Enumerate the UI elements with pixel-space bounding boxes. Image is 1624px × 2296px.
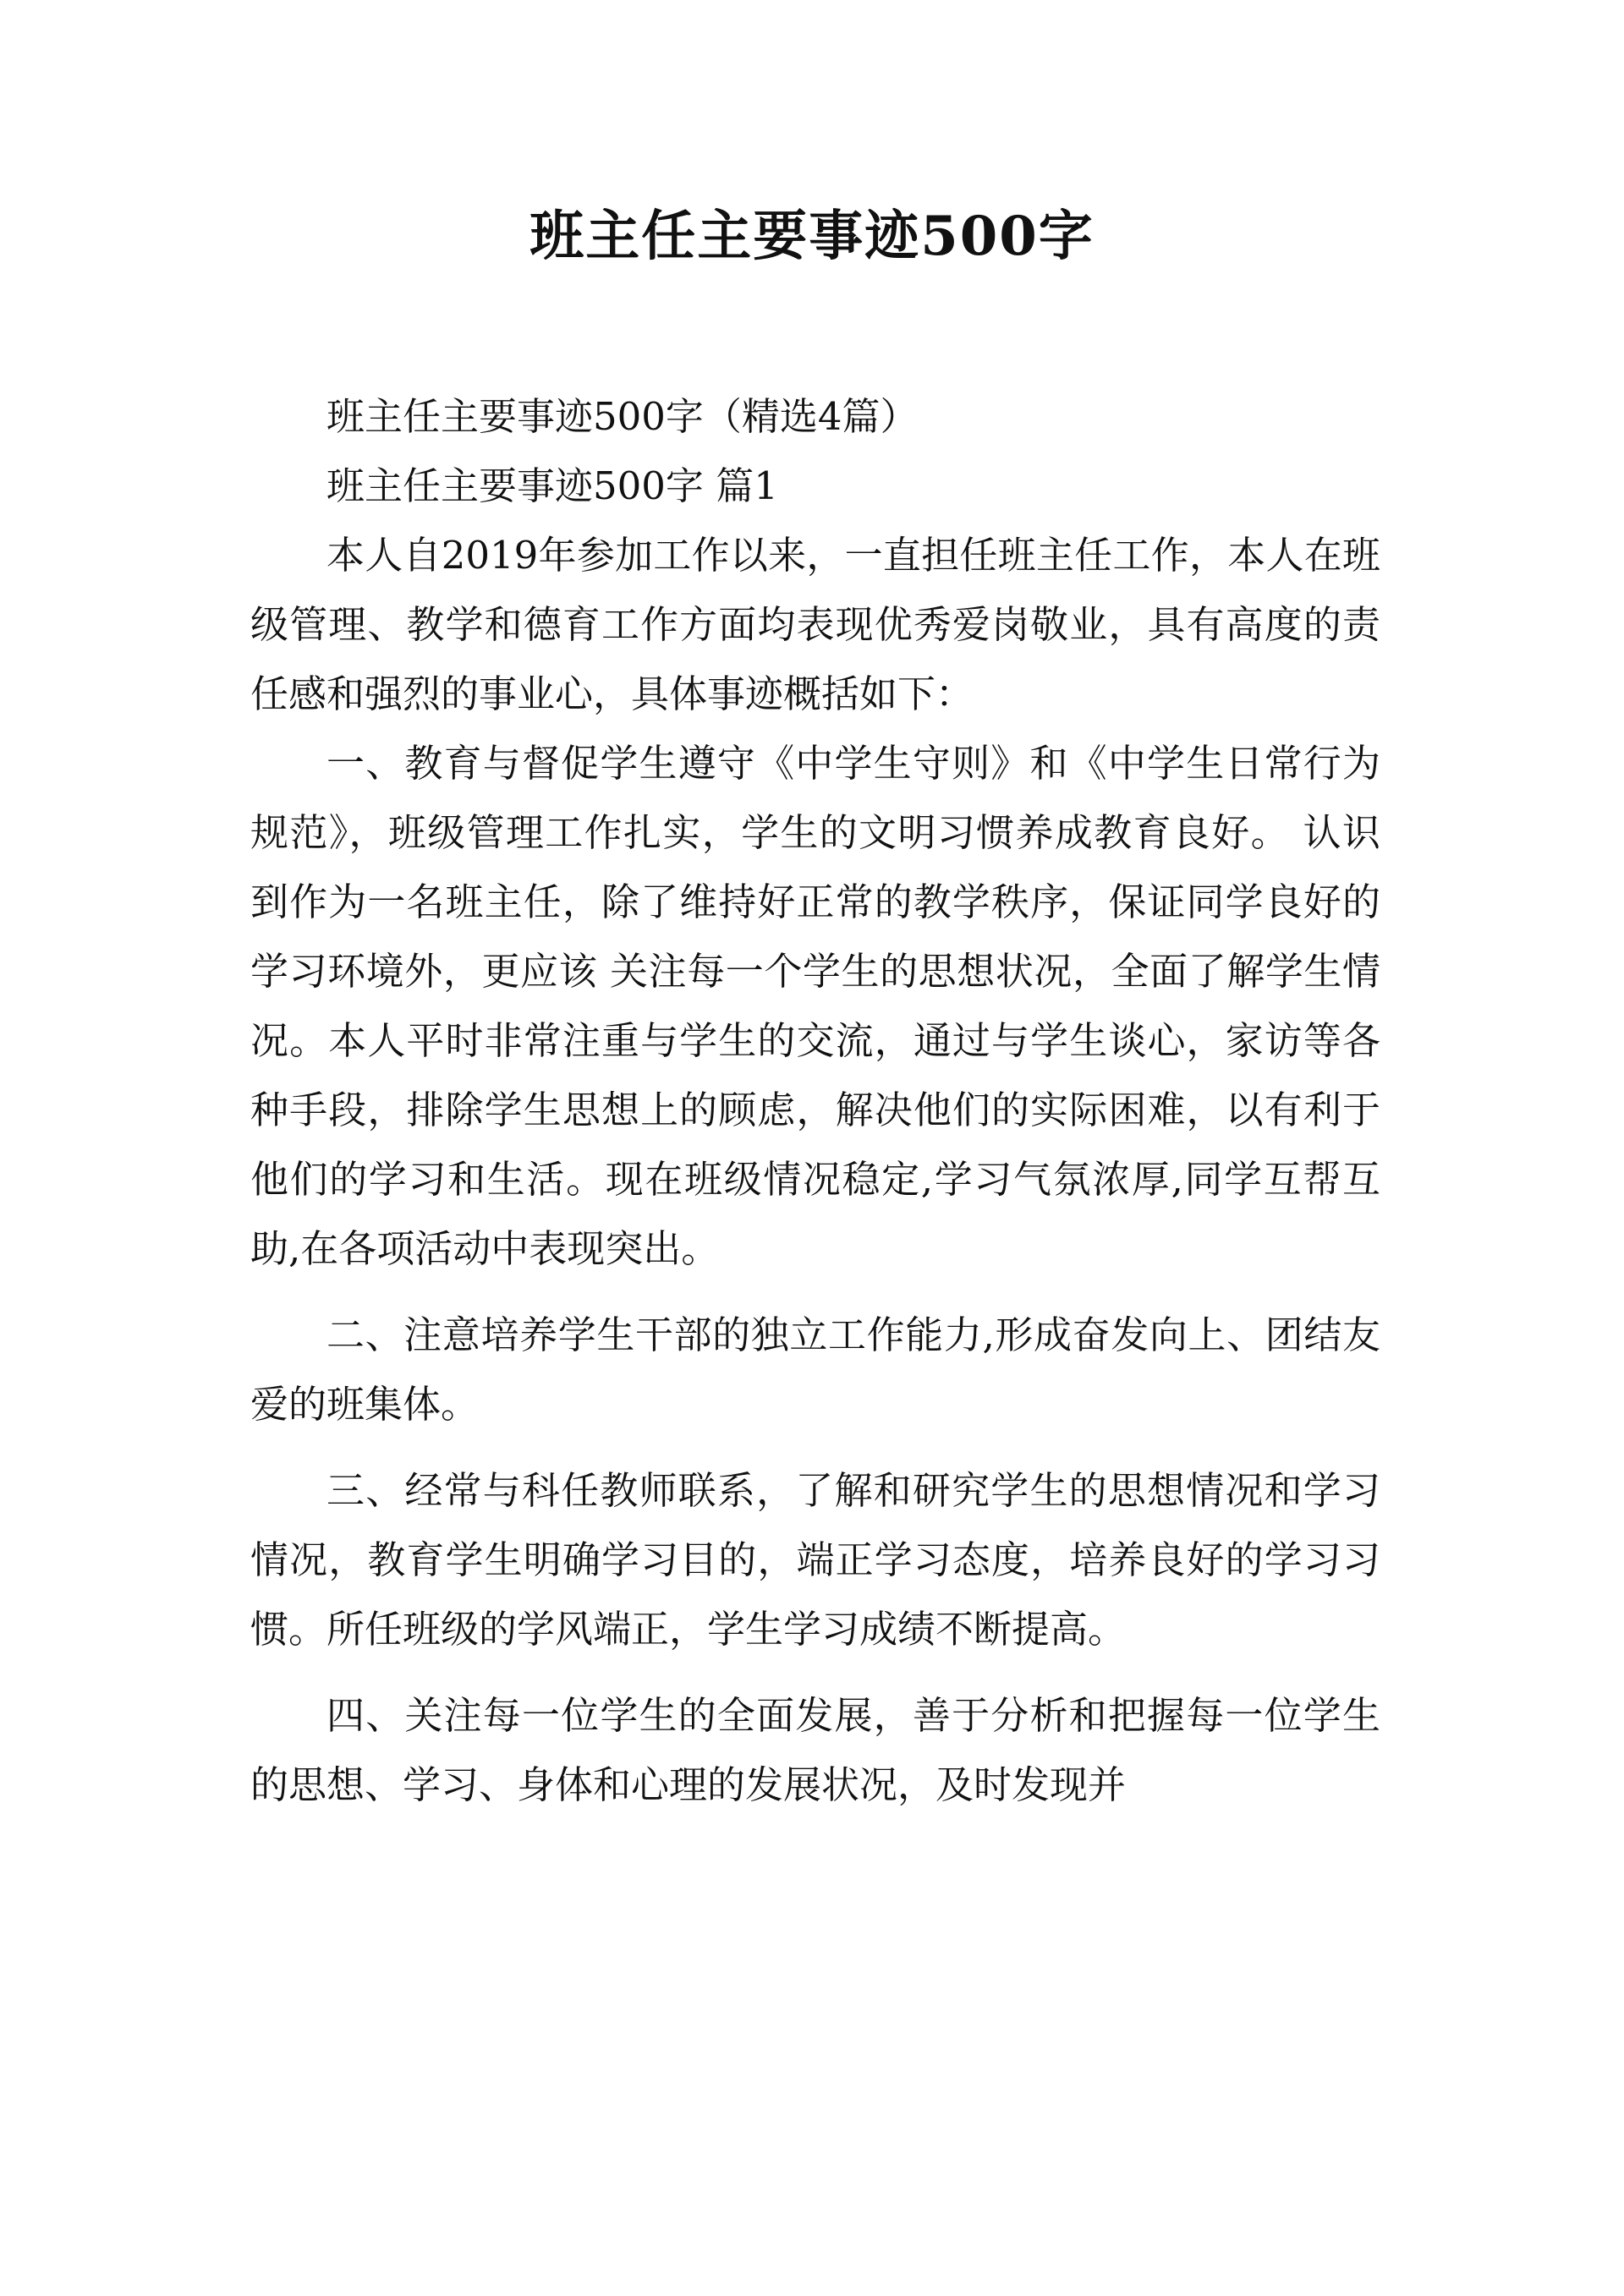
paragraph-point-1: 一、教育与督促学生遵守《中学生守则》和《中学生日常行为规范》，班级管理工作扎实，学生的文明习惯养成教育良好。 认识到作为一名班主任，除了维持好正常的教学秩序，保证同学良好的学习环境外，更应该 关注每一个学生的思想状况，全面了解学生情况。本人平时非常注重与学生的交流，通过与学生谈心，家访等各种手段，排除学生思想上的顾虑，解决他们的实际困难，以有利于他们的学习和生活。现在班级情况稳定,学习气氛浓厚,同学互帮互助,在各项活动中表现突出。 [250, 741, 1380, 1271]
paragraph-point-3: 三、经常与科任教师联系，了解和研究学生的思想情况和学习情况，教育学生明确学习目的，端正学习态度，培养良好的学习习惯。所任班级的学风端正，学生学习成绩不断提高。 [250, 1468, 1380, 1652]
document-subtitle: 班主任主要事迹500字（精选4篇） [326, 394, 919, 439]
section-heading: 班主任主要事迹500字 篇1 [326, 463, 778, 508]
paragraph-intro: 本人自2019年参加工作以来，一直担任班主任工作，本人在班级管理、教学和德育工作方面均表现优秀爱岗敬业，具有高度的责任感和强烈的事业心，具体事迹概括如下： [250, 533, 1380, 716]
document-title: 班主任主要事迹500字 [529, 205, 1095, 268]
paragraph-point-4: 四、关注每一位学生的全面发展，善于分析和把握每一位学生的思想、学习、身体和心理的发展状况，及时发现并 [250, 1693, 1380, 1807]
document-body [250, 382, 1380, 1820]
paragraph-point-2: 二、注意培养学生干部的独立工作能力,形成奋发向上、团结友爱的班集体。 [250, 1312, 1380, 1427]
